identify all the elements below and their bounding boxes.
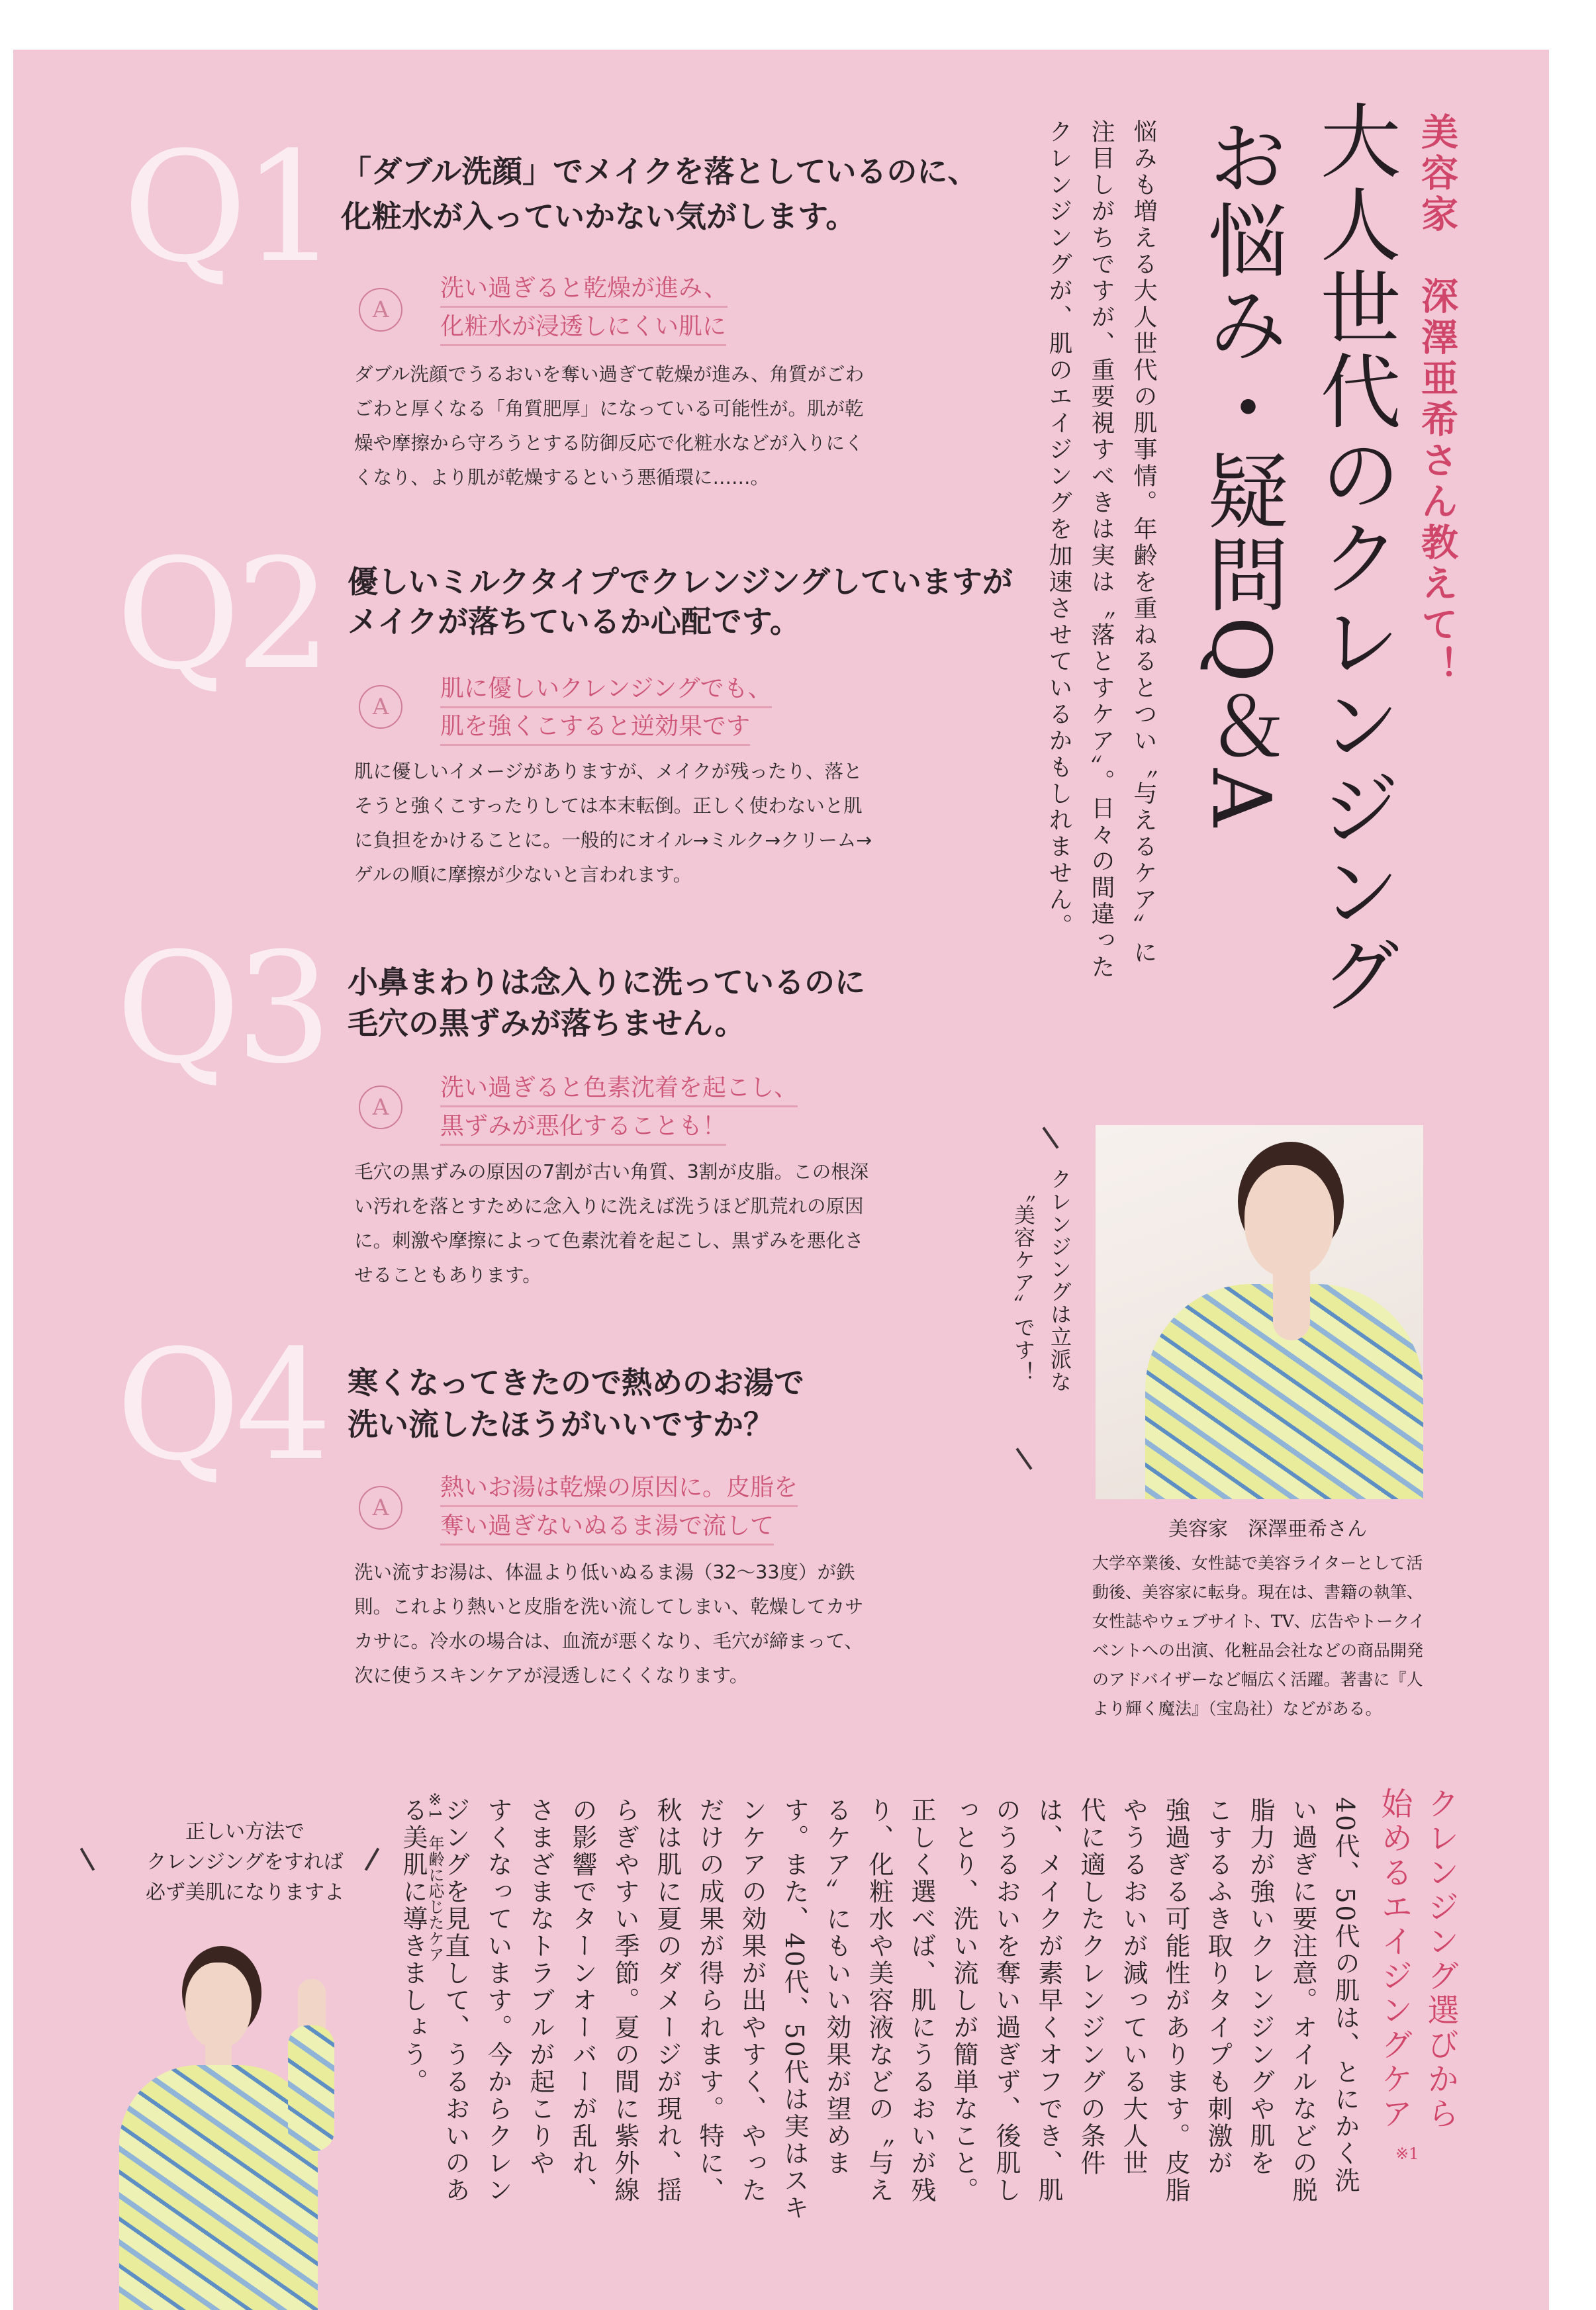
lead-line-2: 注目しがちですが、重要視すべきは実は〝落とすケア〟。日々の間違った bbox=[1088, 119, 1115, 981]
q3-answer-line2: 黒ずみが悪化することも！ bbox=[440, 1109, 726, 1146]
q2-question-line1: 優しいミルクタイプでクレンジングしていますが bbox=[348, 564, 1013, 600]
aging-body-line: の影響でターンオーバーが乱れ、 bbox=[568, 1797, 597, 2204]
q4-question-line1: 寒くなってきたので熱めのお湯で bbox=[348, 1365, 804, 1401]
q3-answer-icon: A bbox=[359, 1086, 402, 1129]
q4-answer-line2: 奪い過ぎないぬるま湯で流して bbox=[440, 1509, 774, 1546]
aging-body-line: い過ぎに要注意。オイルなどの脱 bbox=[1288, 1797, 1317, 2204]
q1-answer-body: ダブル洗顔でうるおいを奪い過ぎて乾燥が進み、角質がごわごわと厚くなる「角質肥厚」になっている可能性が。肌が乾燥や摩擦から守ろうとする防御反応で化粧水などが入りにくくなり、より肌が乾燥するという悪循環に……。 bbox=[354, 363, 865, 488]
aging-body-line: だけの成果が得られます。特に、 bbox=[695, 1797, 724, 2204]
q1-question-line1: 「ダブル洗顔」でメイクを落としているのに、 bbox=[341, 154, 978, 189]
q2-answer-line2: 肌を強くこすると逆効果です bbox=[440, 710, 750, 746]
q2-question-line2: メイクが落ちているか心配です。 bbox=[348, 604, 801, 639]
q3-number: Q3 bbox=[116, 921, 327, 1097]
aging-body-line: り、化粧水や美容液などの〝与え bbox=[865, 1797, 894, 2204]
q3-question-line2: 毛穴の黒ずみが落ちません。 bbox=[348, 1005, 745, 1041]
aging-section-title-line2: 始めるエイジングケア bbox=[1376, 1787, 1413, 2131]
aging-body-line: 40代、50代の肌は、とにかく洗 bbox=[1331, 1797, 1360, 2195]
q1-answer-line1: 洗い過ぎると乾燥が進み、 bbox=[440, 271, 728, 308]
lead-line-1: 悩みも増える大人世代の肌事情。年齢を重ねるとつい〝与えるケア〟に bbox=[1130, 119, 1157, 966]
profile-name: 美容家 深澤亜希さん bbox=[1168, 1518, 1367, 1541]
q2-answer-body: 肌に優しいイメージがありますが、メイクが残ったり、落とそうと強くこすったりしては本末転倒。正しく使わないと肌に負担をかけることに。一般的にオイル→ミルク→クリーム→ゲルの順に摩擦が少ないと言われます。 bbox=[354, 761, 872, 886]
q3-answer-body: 毛穴の黒ずみの原因の7割が古い角質、3割が皮脂。この根深い汚れを落とすために念入りに洗えば洗うほど肌荒れの原因に。刺激や摩擦によって色素沈着を起こし、黒ずみを悪化させることもあります。 bbox=[354, 1161, 869, 1286]
aging-body-line: らぎやすい季節。夏の間に紫外線 bbox=[610, 1797, 639, 2204]
q2-answer-icon: A bbox=[359, 685, 402, 729]
aging-body-line: すくなっています。今からクレン bbox=[483, 1797, 512, 2204]
q4-answer-body: 洗い流すお湯は、体温より低いぬるま湯（32〜33度）が鉄則。これより熱いと皮脂を洗い流してしまい、乾燥してカサカサに。冷水の場合は、血流が悪くなり、毛穴が締まって、次に使うスキンケアが浸透しにくくなります。 bbox=[354, 1561, 864, 1686]
q1-answer-line2: 化粧水が浸透しにくい肌に bbox=[440, 310, 726, 346]
aging-body-line: る美肌に導きましょう。 bbox=[399, 1797, 428, 2096]
q1-question-line2: 化粧水が入っていかない気がします。 bbox=[341, 199, 857, 234]
aging-body-line: のうるおいを奪い過ぎず、後肌し bbox=[992, 1797, 1021, 2204]
page-title-line2: お悩み・疑問Q＆A bbox=[1194, 116, 1288, 830]
portrait-figure bbox=[99, 1939, 364, 2310]
profile-photo bbox=[1096, 1125, 1423, 1499]
aging-body-line: ジングを見直して、うるおいのあ bbox=[441, 1797, 470, 2204]
q4-question-line2: 洗い流したほうがいいですか？ bbox=[348, 1407, 774, 1442]
q2-number: Q2 bbox=[116, 527, 327, 704]
aging-body-line: 秋は肌に夏のダメージが現れ、揺 bbox=[653, 1797, 682, 2204]
profile-quote-line1: クレンジングは立派な bbox=[1047, 1168, 1072, 1393]
q1-number: Q1 bbox=[122, 120, 334, 297]
speech-line-2: クレンジングをすれば bbox=[146, 1851, 344, 1874]
aging-body-line: るケア〟にもいい効果が望めま bbox=[822, 1797, 851, 2177]
lead-line-3: クレンジングが、肌のエイジングを加速させているかもしれません。 bbox=[1045, 119, 1072, 940]
aging-section-title-line1: クレンジング選びから bbox=[1422, 1787, 1459, 2131]
q4-answer-line1: 熱いお湯は乾燥の原因に。皮脂を bbox=[440, 1471, 798, 1507]
aging-section-title-note: ※1 bbox=[1395, 2145, 1419, 2163]
aging-body-line: 脂力が強いクレンジングや肌を bbox=[1246, 1797, 1275, 2177]
aging-body-line: こするふき取りタイプも刺激が bbox=[1203, 1797, 1233, 2177]
kicker: 美容家 深澤亜希さん教えて！ bbox=[1415, 113, 1458, 687]
page-title-line1: 大人世代のクレンジング bbox=[1307, 99, 1401, 1017]
aging-body-line: 正しく選べば、肌にうるおいが残 bbox=[907, 1797, 936, 2204]
q3-answer-line1: 洗い過ぎると色素沈着を起こし、 bbox=[440, 1071, 798, 1107]
aging-body-line: 強過ぎる可能性があります。皮脂 bbox=[1161, 1797, 1190, 2204]
speech-line-3: 必ず美肌になりますよ bbox=[146, 1881, 344, 1904]
aging-body-line: す。また、40代、50代は実はスキ bbox=[780, 1797, 809, 2222]
profile-bio: 大学卒業後、女性誌で美容ライターとして活動後、美容家に転身。現在は、書籍の執筆、女性誌やウェブサイト、TV、広告やトークイベントへの出演、化粧品会社などの商品開発のアドバイザーなど幅広く活躍。著書に『人より輝く魔法』（宝島社）などがある。 bbox=[1092, 1553, 1425, 1718]
aging-body-line: さまざまなトラブルが起こりや bbox=[526, 1797, 555, 2177]
q3-question-line1: 小鼻まわりは念入りに洗っているのに bbox=[348, 964, 865, 1000]
speech-line-1: 正しい方法で bbox=[185, 1820, 305, 1843]
aging-body-line: っとり、洗い流しが簡単なこと。 bbox=[949, 1797, 978, 2204]
aging-footnote: ※1 年齢に応じたケア bbox=[426, 1790, 444, 1963]
aging-body-line: は、メイクが素早くオフでき、肌 bbox=[1034, 1797, 1063, 2204]
q2-answer-line1: 肌に優しいクレンジングでも、 bbox=[440, 672, 772, 708]
q4-answer-icon: A bbox=[359, 1486, 402, 1530]
aging-body-line: ンケアの効果が出やすく、やった bbox=[737, 1797, 767, 2204]
q4-number: Q4 bbox=[116, 1318, 327, 1495]
aging-body-line: やうるおいが減っている大人世 bbox=[1119, 1797, 1148, 2177]
profile-quote-line2: 〝美容ケア〟です！ bbox=[1011, 1181, 1036, 1384]
q1-answer-icon: A bbox=[359, 288, 402, 332]
aging-body-line: 代に適したクレンジングの条件 bbox=[1076, 1797, 1105, 2177]
